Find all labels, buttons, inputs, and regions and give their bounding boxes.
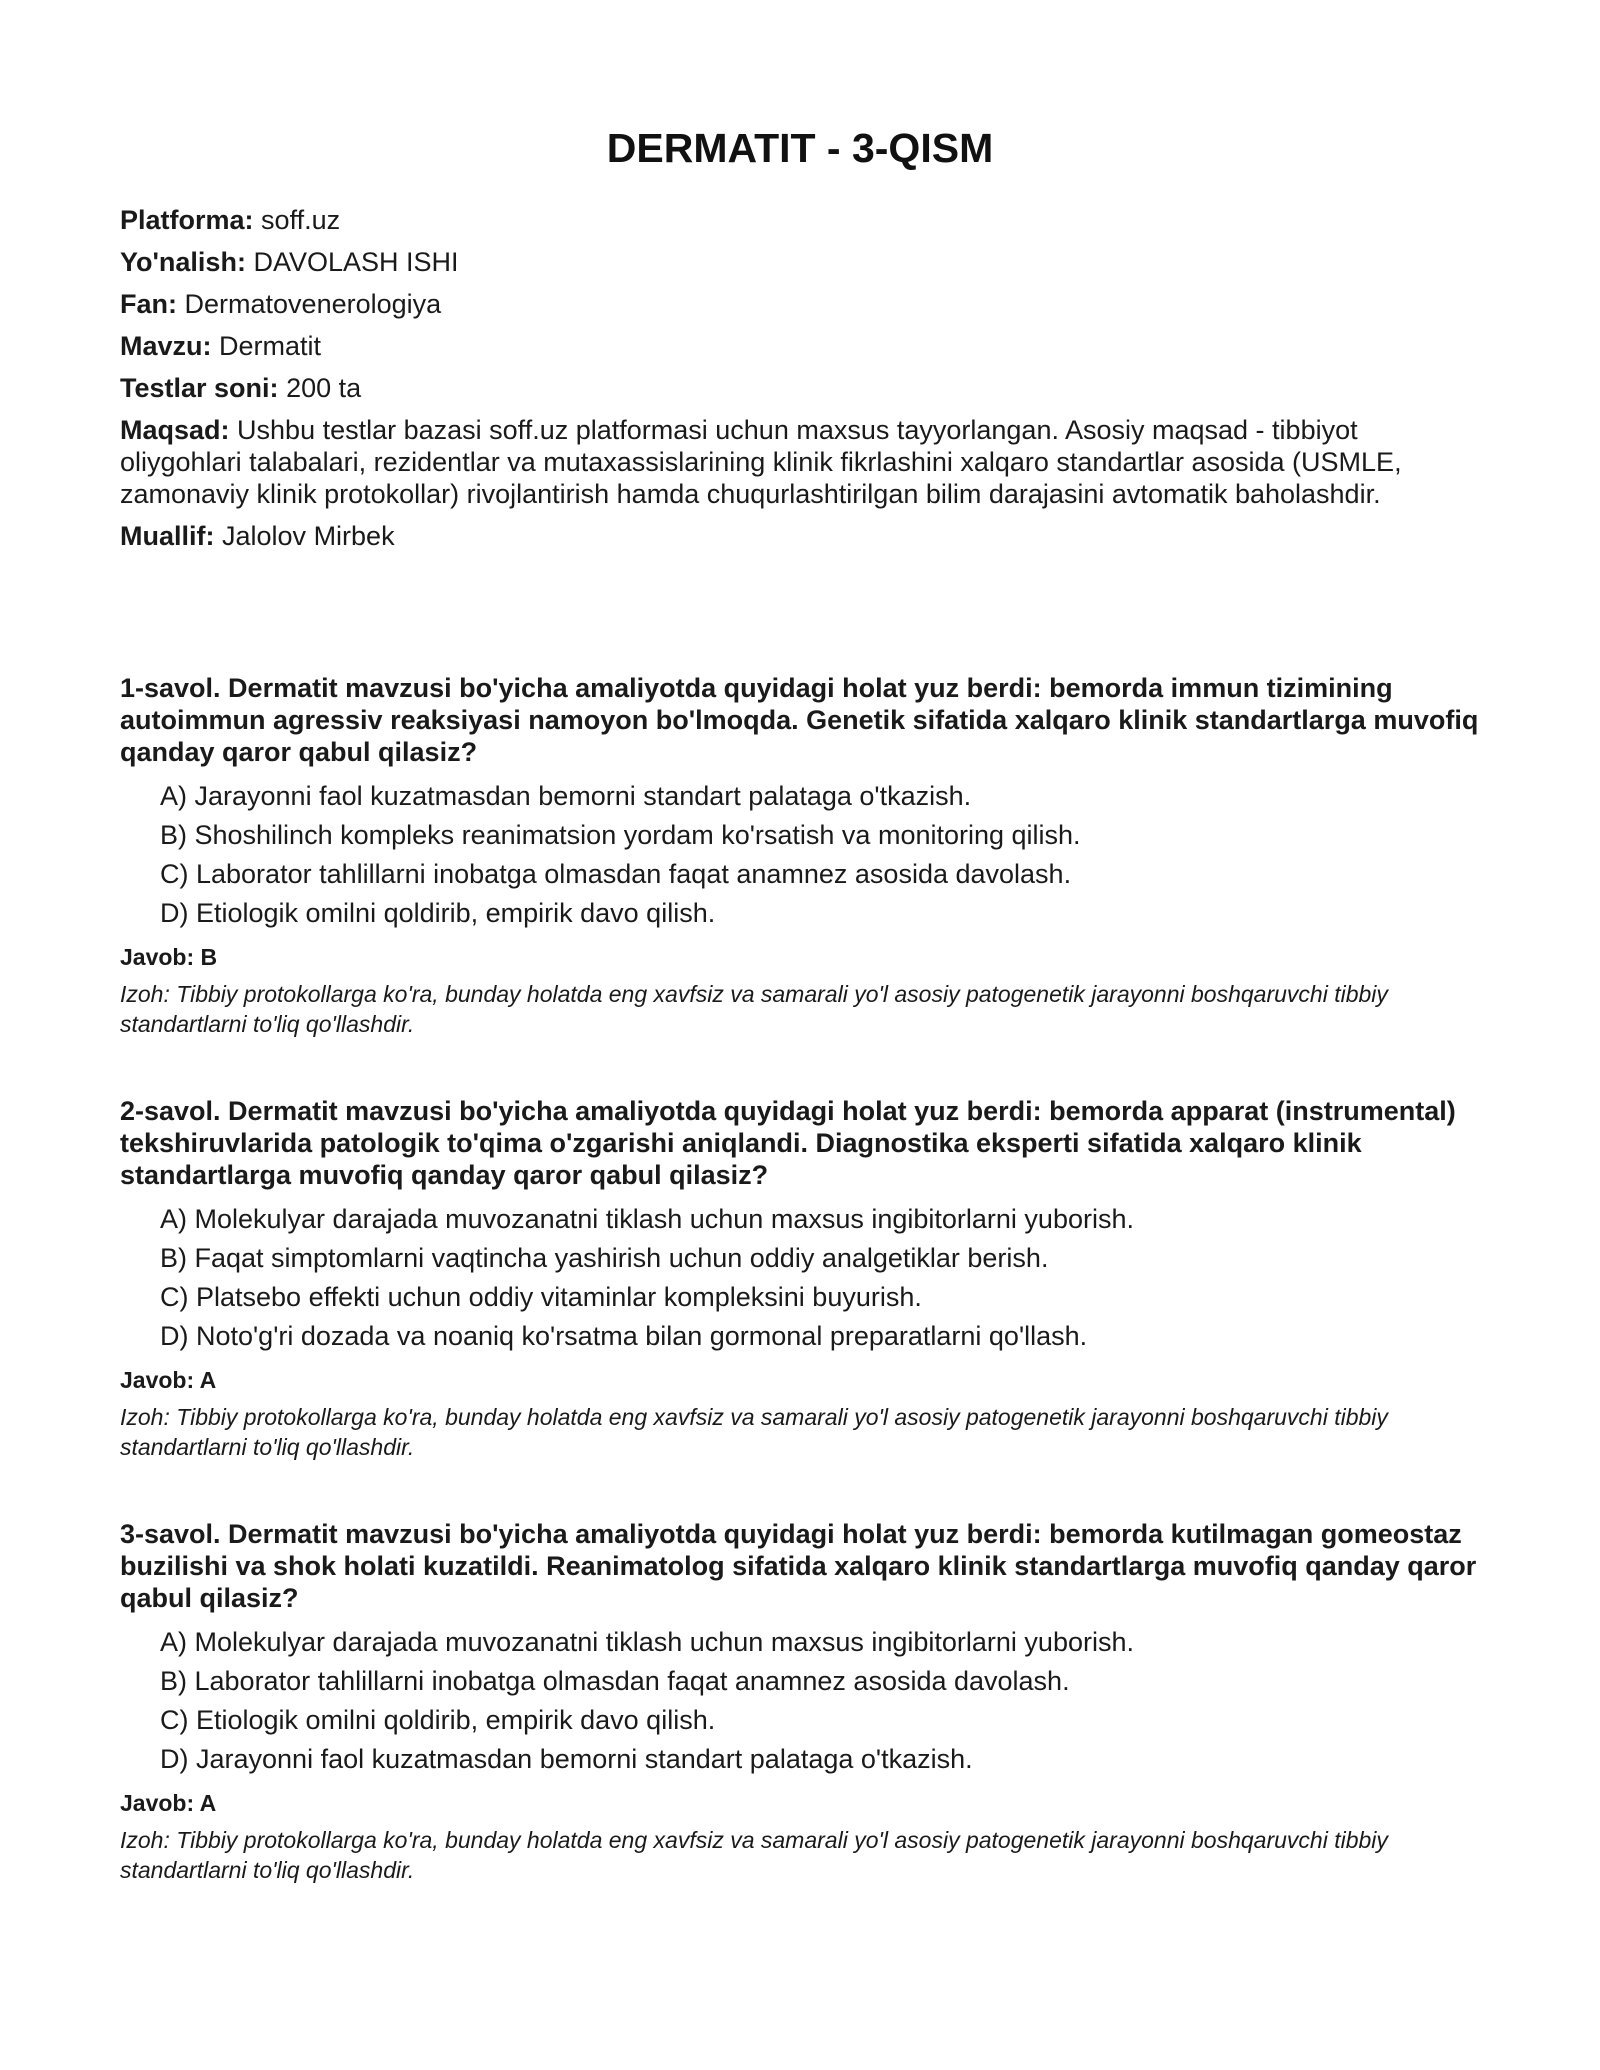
document-meta xyxy=(120,204,1480,562)
meta-value: DAVOLASH ISHI xyxy=(253,247,459,277)
explanation-text: Izoh: Tibbiy protokollarga ko'ra, bunday holatda eng xavfsiz va samarali yo'l asosiy patogenetik jarayonni boshqaruvchi tibbiy standartlarni to'liq qo'llashdir. xyxy=(120,981,1388,1037)
option-a: A) Molekulyar darajada muvozanatni tiklash uchun maxsus ingibitorlarni yuborish. xyxy=(160,1627,1134,1657)
meta-label: Fan: xyxy=(120,289,177,319)
option-d: D) Jarayonni faol kuzatmasdan bemorni standart palataga o'tkazish. xyxy=(160,1744,973,1774)
meta-value: Dermatovenerologiya xyxy=(184,289,442,319)
question-1 xyxy=(120,672,1480,1039)
option-c: C) Platsebo effekti uchun oddiy vitaminlar kompleksini buyurish. xyxy=(160,1282,922,1312)
meta-value: 200 ta xyxy=(286,373,362,403)
meta-label: Platforma: xyxy=(120,205,254,235)
answer-label: Javob: A xyxy=(120,1790,217,1816)
question-text: 1-savol. Dermatit mavzusi bo'yicha amaliyotda quyidagi holat yuz berdi: bemorda immun tizimining autoimmun agressiv reaksiyasi namoyon bo'lmoqda. Genetik sifatida xalqaro klinik standartlarga muvofiq qanday qaror qabul qilasiz? xyxy=(120,673,1479,767)
meta-label: Muallif: xyxy=(120,521,215,551)
question-list xyxy=(120,672,1480,1941)
option-a: A) Molekulyar darajada muvozanatni tiklash uchun maxsus ingibitorlarni yuborish. xyxy=(160,1204,1134,1234)
option-b: B) Shoshilinch kompleks reanimatsion yordam ko'rsatish va monitoring qilish. xyxy=(160,820,1081,850)
explanation-text: Izoh: Tibbiy protokollarga ko'ra, bunday holatda eng xavfsiz va samarali yo'l asosiy patogenetik jarayonni boshqaruvchi tibbiy standartlarni to'liq qo'llashdir. xyxy=(120,1404,1388,1460)
meta-maqsad xyxy=(120,414,1480,510)
option-a: A) Jarayonni faol kuzatmasdan bemorni standart palataga o'tkazish. xyxy=(160,781,972,811)
question-2 xyxy=(120,1095,1480,1462)
meta-mavzu xyxy=(120,330,1480,362)
meta-label: Maqsad: xyxy=(120,415,230,445)
question-text: 2-savol. Dermatit mavzusi bo'yicha amaliyotda quyidagi holat yuz berdi: bemorda apparat (instrumental) tekshiruvlarida patologik to'qima o'zgarishi aniqlandi. Diagnostika eksperti sifatida xalqaro klinik standartlarga muvofiq qanday qaror qabul qilasiz? xyxy=(120,1096,1456,1190)
meta-fan xyxy=(120,288,1480,320)
option-b: B) Laborator tahlillarni inobatga olmasdan faqat anamnez asosida davolash. xyxy=(160,1666,1070,1696)
meta-value: Jalolov Mirbek xyxy=(222,521,395,551)
meta-label: Testlar soni: xyxy=(120,373,279,403)
option-b: B) Faqat simptomlarni vaqtincha yashirish uchun oddiy analgetiklar berish. xyxy=(160,1243,1049,1273)
document-title: DERMATIT - 3-QISM xyxy=(606,125,994,171)
answer-label: Javob: A xyxy=(120,1367,217,1393)
option-c: C) Etiologik omilni qoldirib, empirik davo qilish. xyxy=(160,1705,716,1735)
meta-value: soff.uz xyxy=(261,205,341,235)
answer-label: Javob: B xyxy=(120,944,218,970)
meta-value: Dermatit xyxy=(219,331,322,361)
meta-value: Ushbu testlar bazasi soff.uz platformasi uchun maxsus tayyorlangan. Asosiy maqsad - tibbiyot oliygohlari talabalari, rezidentlar va mutaxassislarining klinik fikrlashini xalqaro standartlar asosida (USMLE, zamonaviy klinik protokollar) rivojlantirish hamda chuqurlashtirilgan bilim darajasini avtomatik baholashdir. xyxy=(120,415,1402,509)
meta-muallif xyxy=(120,520,1480,552)
question-3 xyxy=(120,1518,1480,1885)
meta-testlar-soni xyxy=(120,372,1480,404)
meta-label: Yo'nalish: xyxy=(120,247,246,277)
option-d: D) Etiologik omilni qoldirib, empirik davo qilish. xyxy=(160,898,716,928)
question-text: 3-savol. Dermatit mavzusi bo'yicha amaliyotda quyidagi holat yuz berdi: bemorda kutilmagan gomeostaz buzilishi va shok holati kuzatildi. Reanimatolog sifatida xalqaro klinik standartlarga muvofiq qanday qaror qabul qilasiz? xyxy=(120,1519,1477,1613)
meta-yonalish xyxy=(120,246,1480,278)
meta-platforma xyxy=(120,204,1480,236)
meta-label: Mavzu: xyxy=(120,331,212,361)
explanation-text: Izoh: Tibbiy protokollarga ko'ra, bunday holatda eng xavfsiz va samarali yo'l asosiy patogenetik jarayonni boshqaruvchi tibbiy standartlarni to'liq qo'llashdir. xyxy=(120,1827,1388,1883)
option-d: D) Noto'g'ri dozada va noaniq ko'rsatma bilan gormonal preparatlarni qo'llash. xyxy=(160,1321,1088,1351)
option-c: C) Laborator tahlillarni inobatga olmasdan faqat anamnez asosida davolash. xyxy=(160,859,1072,889)
